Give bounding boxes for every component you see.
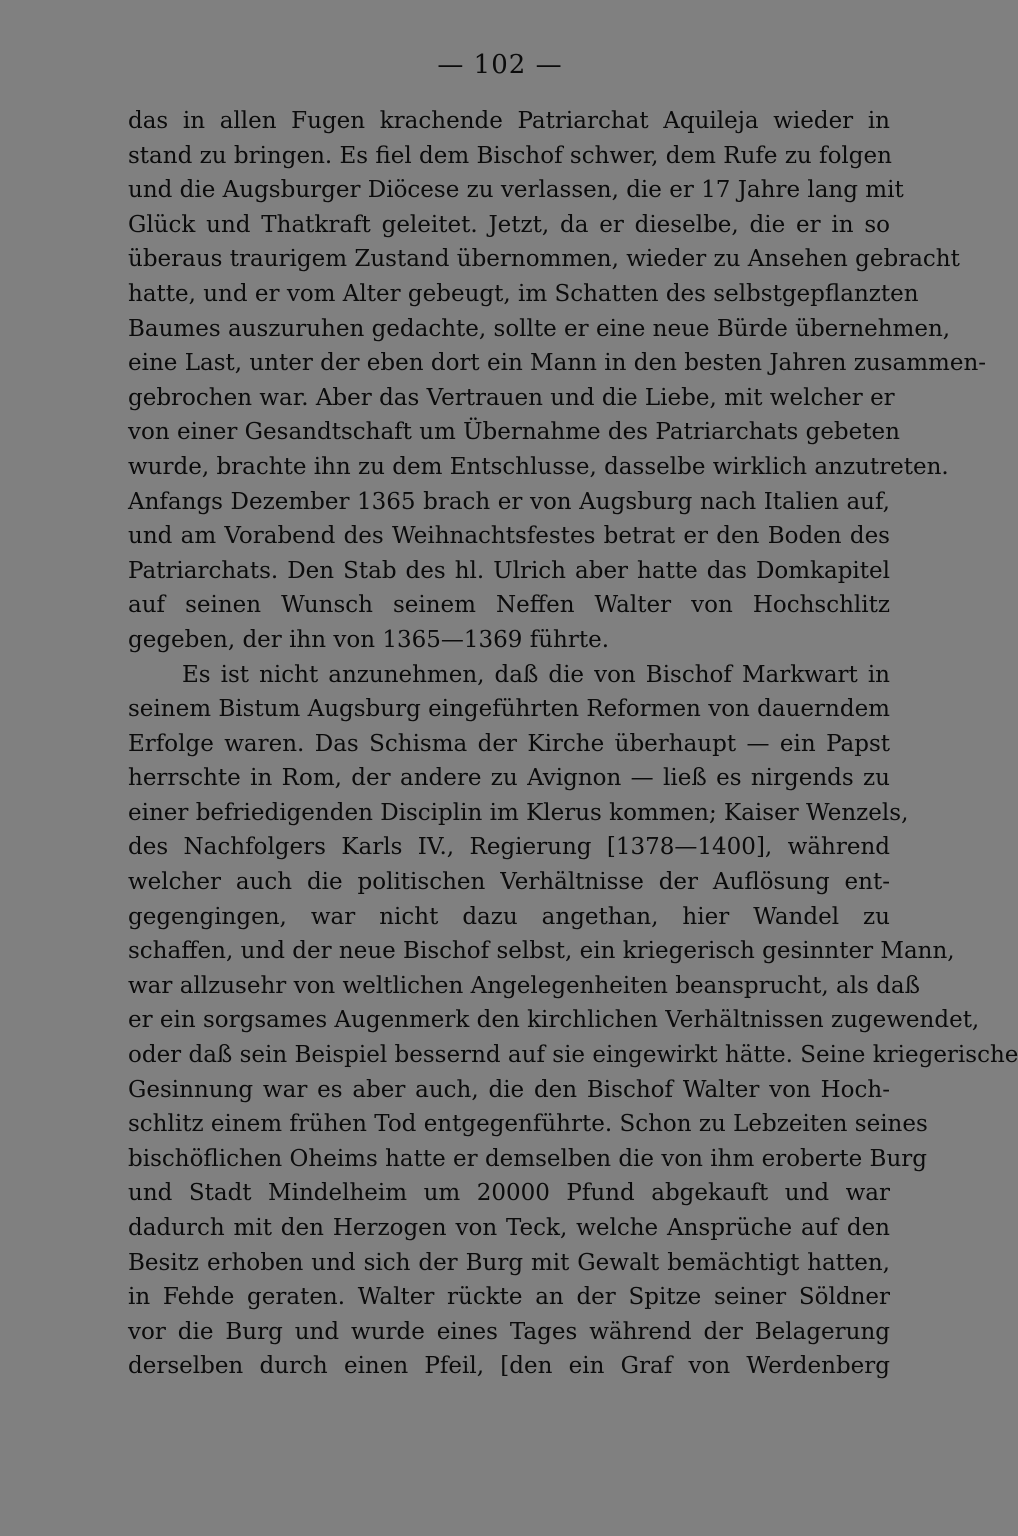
text-line: gegeben, der ihn von 1365—1369 führte. <box>128 626 610 653</box>
text-line: bischöflichen Oheims hatte er demselben die von ihm eroberte Burg <box>128 1145 927 1172</box>
text-line: herrschte in Rom, der andere zu Avignon — ließ es nirgends zu <box>128 765 890 792</box>
text-line: stand zu bringen. Es fiel dem Bischof schwer, dem Rufe zu folgen <box>128 142 892 169</box>
text-line: Patriarchats. Den Stab des hl. Ulrich aber hatte das Domkapitel <box>128 557 890 584</box>
text-line: vor die Burg und wurde eines Tages während der Belagerung <box>128 1318 890 1345</box>
text-line: des Nachfolgers Karls IV., Regierung [1378—1400], während <box>128 834 890 861</box>
text-line: und am Vorabend des Weihnachtsfestes betrat er den Boden des <box>128 523 890 550</box>
text-line: eine Last, unter der eben dort ein Mann in den besten Jahren zusammen- <box>128 350 987 377</box>
text-line: und die Augsburger Diöcese zu verlassen, die er 17 Jahre lang mit <box>128 177 904 204</box>
text-line: seinem Bistum Augsburg eingeführten Reformen von dauerndem <box>128 696 890 723</box>
text-line: gebrochen war. Aber das Vertrauen und die Liebe, mit welcher er <box>128 384 895 411</box>
text-line: schaffen, und der neue Bischof selbst, ein kriegerisch gesinnter Mann, <box>128 938 955 965</box>
text-line: oder daß sein Beispiel bessernd auf sie eingewirkt hätte. Seine kriegerische <box>128 1042 1018 1069</box>
text-line: welcher auch die politischen Verhältnisse der Auflösung ent- <box>128 869 890 896</box>
text-line: wurde, brachte ihn zu dem Entschlusse, dasselbe wirklich anzutreten. <box>128 453 949 480</box>
text-line: auf seinen Wunsch seinem Neffen Walter von Hochschlitz <box>128 592 890 619</box>
text-line: Baumes auszuruhen gedachte, sollte er eine neue Bürde übernehmen, <box>128 315 951 342</box>
body-text <box>128 104 1018 1384</box>
text-line: das in allen Fugen krachende Patriarchat Aquileja wieder in <box>128 108 890 134</box>
text-line: schlitz einem frühen Tod entgegenführte. Schon zu Lebzeiten seines <box>128 1111 928 1138</box>
page-number-header: — 102 — <box>437 50 563 80</box>
text-line: gegengingen, war nicht dazu angethan, hier Wandel zu <box>128 903 890 930</box>
text-line: Anfangs Dezember 1365 brach er von Augsburg nach Italien auf, <box>128 488 890 515</box>
text-line: Erfolge waren. Das Schisma der Kirche überhaupt — ein Papst <box>128 730 890 757</box>
text-line: Glück und Thatkraft geleitet. Jetzt, da er dieselbe, die er in so <box>128 211 890 238</box>
text-line: war allzusehr von weltlichen Angelegenheiten beansprucht, als daß <box>128 972 920 999</box>
text-line: in Fehde geraten. Walter rückte an der Spitze seiner Söldner <box>128 1284 890 1311</box>
text-line: hatte, und er vom Alter gebeugt, im Schatten des selbstgepflanzten <box>128 280 919 307</box>
text-line: Besitz erhoben und sich der Burg mit Gewalt bemächtigt hatten, <box>128 1249 890 1276</box>
text-line: er ein sorgsames Augenmerk den kirchlichen Verhältnissen zugewendet, <box>128 1007 980 1034</box>
text-line: einer befriedigenden Disciplin im Klerus kommen; Kaiser Wenzels, <box>128 799 909 826</box>
text-line: überaus traurigem Zustand übernommen, wieder zu Ansehen gebracht <box>128 246 960 273</box>
text-line: Gesinnung war es aber auch, die den Bischof Walter von Hoch- <box>128 1076 890 1103</box>
text-line: und Stadt Mindelheim um 20000 Pfund abgekauft und war <box>128 1180 890 1207</box>
text-line: dadurch mit den Herzogen von Teck, welche Ansprüche auf den <box>128 1215 890 1241</box>
text-line: derselben durch einen Pfeil, [den ein Graf von Werdenberg <box>128 1353 890 1380</box>
text-line: von einer Gesandtschaft um Übernahme des Patriarchats gebeten <box>128 419 900 446</box>
text-line: Es ist nicht anzunehmen, daß die von Bischof Markwart in <box>182 661 890 688</box>
